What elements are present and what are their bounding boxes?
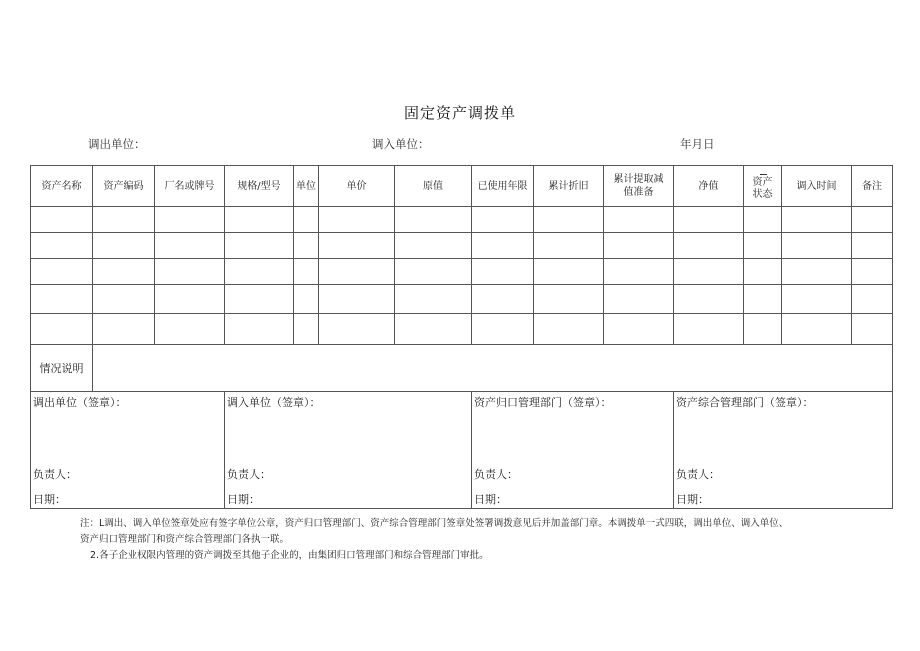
header-cell: 净值 [674,166,744,207]
header-cell: 单价 [319,166,395,207]
table-cell[interactable] [534,314,604,345]
signature-responsible-label: 负责人： [474,468,518,481]
table-cell[interactable] [31,259,93,285]
asset-transfer-table [30,165,893,509]
situation-row [31,345,893,392]
table-cell[interactable] [674,233,744,259]
table-cell[interactable] [319,285,395,314]
table-cell[interactable] [852,259,893,285]
signature-block-asset-dept[interactable] [472,392,674,509]
table-cell[interactable] [782,259,852,285]
table-cell[interactable] [852,207,893,233]
table-cell[interactable] [852,285,893,314]
situation-label: 情况说明 [31,345,93,392]
header-cell: 累计折旧 [534,166,604,207]
table-cell[interactable] [395,314,472,345]
signature-heading: 资产综合管理部门（签章）： [676,396,814,409]
table-cell[interactable] [674,259,744,285]
table-cell[interactable] [744,259,782,285]
signature-responsible-label: 负责人： [676,468,720,481]
table-cell[interactable] [534,207,604,233]
date-label: 年月日 [680,137,715,151]
from-unit-field [88,136,146,152]
table-cell[interactable] [225,314,294,345]
table-cell[interactable] [31,233,93,259]
table-cell[interactable] [395,285,472,314]
table-cell[interactable] [604,314,674,345]
table-cell[interactable] [604,259,674,285]
table-row [31,233,893,259]
situation-input[interactable] [93,345,893,392]
header-cell: 资产编码 [93,166,155,207]
table-cell[interactable] [534,233,604,259]
table-cell[interactable] [604,207,674,233]
table-row [31,259,893,285]
header-cell: 资产名称 [31,166,93,207]
to-unit-label: 调入单位： [372,137,430,151]
table-cell[interactable] [31,314,93,345]
table-cell[interactable] [225,207,294,233]
table-cell[interactable] [744,207,782,233]
table-cell[interactable] [294,207,319,233]
table-cell[interactable] [472,285,534,314]
table-cell[interactable] [319,207,395,233]
signature-block-admin-dept[interactable] [674,392,893,509]
from-unit-label: 调出单位： [88,137,146,151]
header-cell: 调入时间 [782,166,852,207]
table-cell[interactable] [155,314,225,345]
table-cell[interactable] [472,314,534,345]
table-cell[interactable] [155,285,225,314]
table-cell[interactable] [674,285,744,314]
header-cell: 累计提取减值准备 [604,166,674,207]
table-cell[interactable] [294,259,319,285]
table-cell[interactable] [155,233,225,259]
table-cell[interactable] [225,233,294,259]
table-cell[interactable] [604,233,674,259]
header-status-label: 资产状态 [752,177,773,200]
table-cell[interactable] [472,207,534,233]
table-cell[interactable] [852,233,893,259]
table-cell[interactable] [782,233,852,259]
table-cell[interactable] [744,314,782,345]
signature-heading: 调出单位（签章）： [33,396,127,409]
table-cell[interactable] [225,285,294,314]
signature-row [31,392,893,509]
signature-responsible-label: 负责人： [227,468,271,481]
table-cell[interactable] [93,314,155,345]
table-row [31,314,893,345]
table-cell[interactable] [31,285,93,314]
header-cell: 已使用年限 [472,166,534,207]
signature-date-label: 日期： [474,493,507,506]
table-cell[interactable] [93,207,155,233]
table-cell[interactable] [674,207,744,233]
signature-responsible-label: 负责人： [33,468,77,481]
table-cell[interactable] [782,314,852,345]
footnote-line-1: 注：L调出、调入单位签章处应有签字单位公章，资产归口管理部门、资产综合管理部门签章处签署调拨意见后并加盖部门章。本调拨单一式四联，调出单位、调入单位、 [80,518,789,529]
header-cell: 厂名或牌号 [155,166,225,207]
to-unit-field [372,136,430,152]
table-cell[interactable] [155,207,225,233]
signature-block-to[interactable] [225,392,472,509]
table-cell[interactable] [31,207,93,233]
table-cell[interactable] [534,285,604,314]
table-cell[interactable] [319,314,395,345]
table-cell[interactable] [294,314,319,345]
header-cell-status [744,166,782,207]
signature-heading: 资产归口管理部门（签章）： [474,396,612,409]
header-cell: 单位 [294,166,319,207]
form-title: 固定资产调拨单 [403,104,516,122]
table-cell[interactable] [93,259,155,285]
signature-date-label: 日期： [33,493,66,506]
table-row [31,207,893,233]
header-rule [760,174,767,175]
footnote-line-2: 2.各子企业权限内管理的资产调拨至其他子企业的，由集团归口管理部门和综合管理部门审批。 [90,550,489,561]
table-cell[interactable] [744,285,782,314]
table-cell[interactable] [395,207,472,233]
table-cell[interactable] [472,259,534,285]
table-cell[interactable] [319,233,395,259]
table-cell[interactable] [294,233,319,259]
signature-date-label: 日期： [676,493,709,506]
table-cell[interactable] [674,314,744,345]
footnote-line-1-cont: 资产归口管理部门和资产综合管理部门各执一联。 [80,534,290,545]
table-cell[interactable] [395,259,472,285]
table-cell[interactable] [294,285,319,314]
table-cell[interactable] [319,259,395,285]
signature-heading: 调入单位（签章）： [227,396,321,409]
table-row [31,285,893,314]
table-cell[interactable] [852,314,893,345]
table-cell[interactable] [155,259,225,285]
signature-date-label: 日期： [227,493,260,506]
date-field [680,136,715,152]
table-cell[interactable] [93,233,155,259]
table-cell[interactable] [782,285,852,314]
table-cell[interactable] [744,233,782,259]
header-cell: 原值 [395,166,472,207]
header-cell: 规格/型号 [225,166,294,207]
table-cell[interactable] [782,207,852,233]
table-cell[interactable] [472,233,534,259]
signature-block-from[interactable] [31,392,225,509]
table-cell[interactable] [395,233,472,259]
table-cell[interactable] [225,259,294,285]
header-row [31,166,893,207]
table-cell[interactable] [534,259,604,285]
table-cell[interactable] [93,285,155,314]
header-cell: 备注 [852,166,893,207]
table-cell[interactable] [604,285,674,314]
